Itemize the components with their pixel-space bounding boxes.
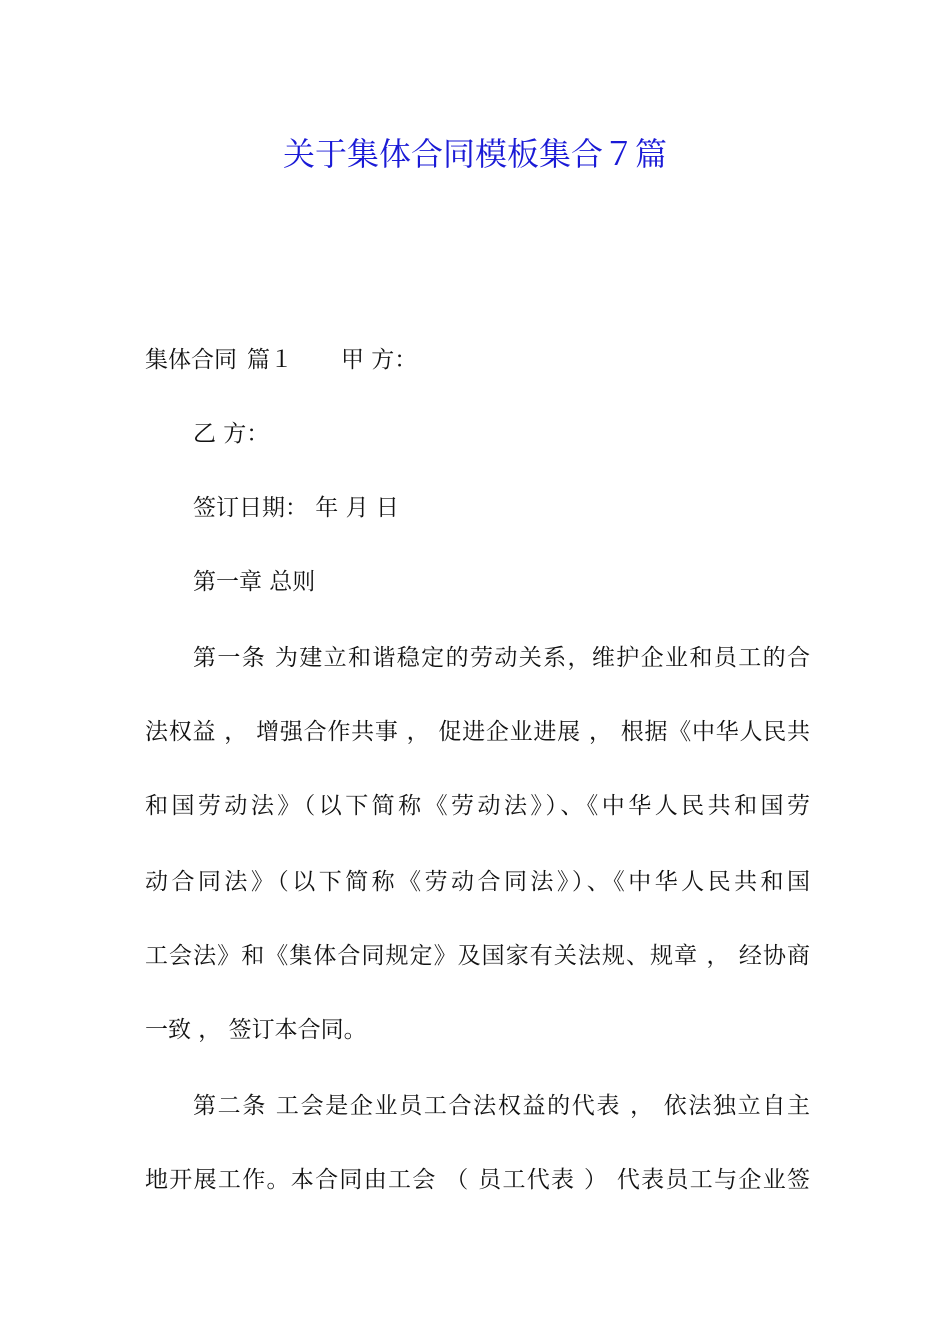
- paragraph-line: 动合同法》（以下简称《劳动合同法》）、《中华人民共和国: [145, 869, 810, 895]
- paragraph-line: 法权益 ， 增强合作共事 ， 促进企业进展 ， 根据《中华人民共: [145, 719, 810, 745]
- sign-date-line: 签订日期： 年 月 日: [193, 495, 399, 521]
- paragraph-line: 工会法》和《集体合同规定》及国家有关法规、规章 ， 经协商: [145, 943, 810, 969]
- header-line-part1: 集体合同: [145, 347, 237, 373]
- paragraph-line: 地开展工作。本合同由工会 （ 员工代表 ） 代表员工与企业签: [145, 1167, 810, 1193]
- paragraph-line: 和国劳动法》（以下简称《劳动法》）、《中华人民共和国劳: [145, 793, 810, 819]
- party-b-line: 乙 方：: [193, 421, 270, 447]
- header-line: [145, 340, 810, 380]
- document-title: 关于集体合同模板集合７篇: [282, 135, 667, 173]
- paragraph-line: 第二条 工会是企业员工合法权益的代表 ， 依法独立自主: [193, 1093, 810, 1119]
- chapter-heading: 第一章 总则: [193, 569, 316, 595]
- paragraph-line: 一致 ， 签订本合同。: [145, 1017, 367, 1043]
- header-line-part2: 篇１: [247, 347, 293, 373]
- paragraph-line: 第一条 为建立和谐稳定的劳动关系，维护企业和员工的合: [193, 645, 810, 671]
- header-line-part3: 甲 方：: [341, 347, 418, 373]
